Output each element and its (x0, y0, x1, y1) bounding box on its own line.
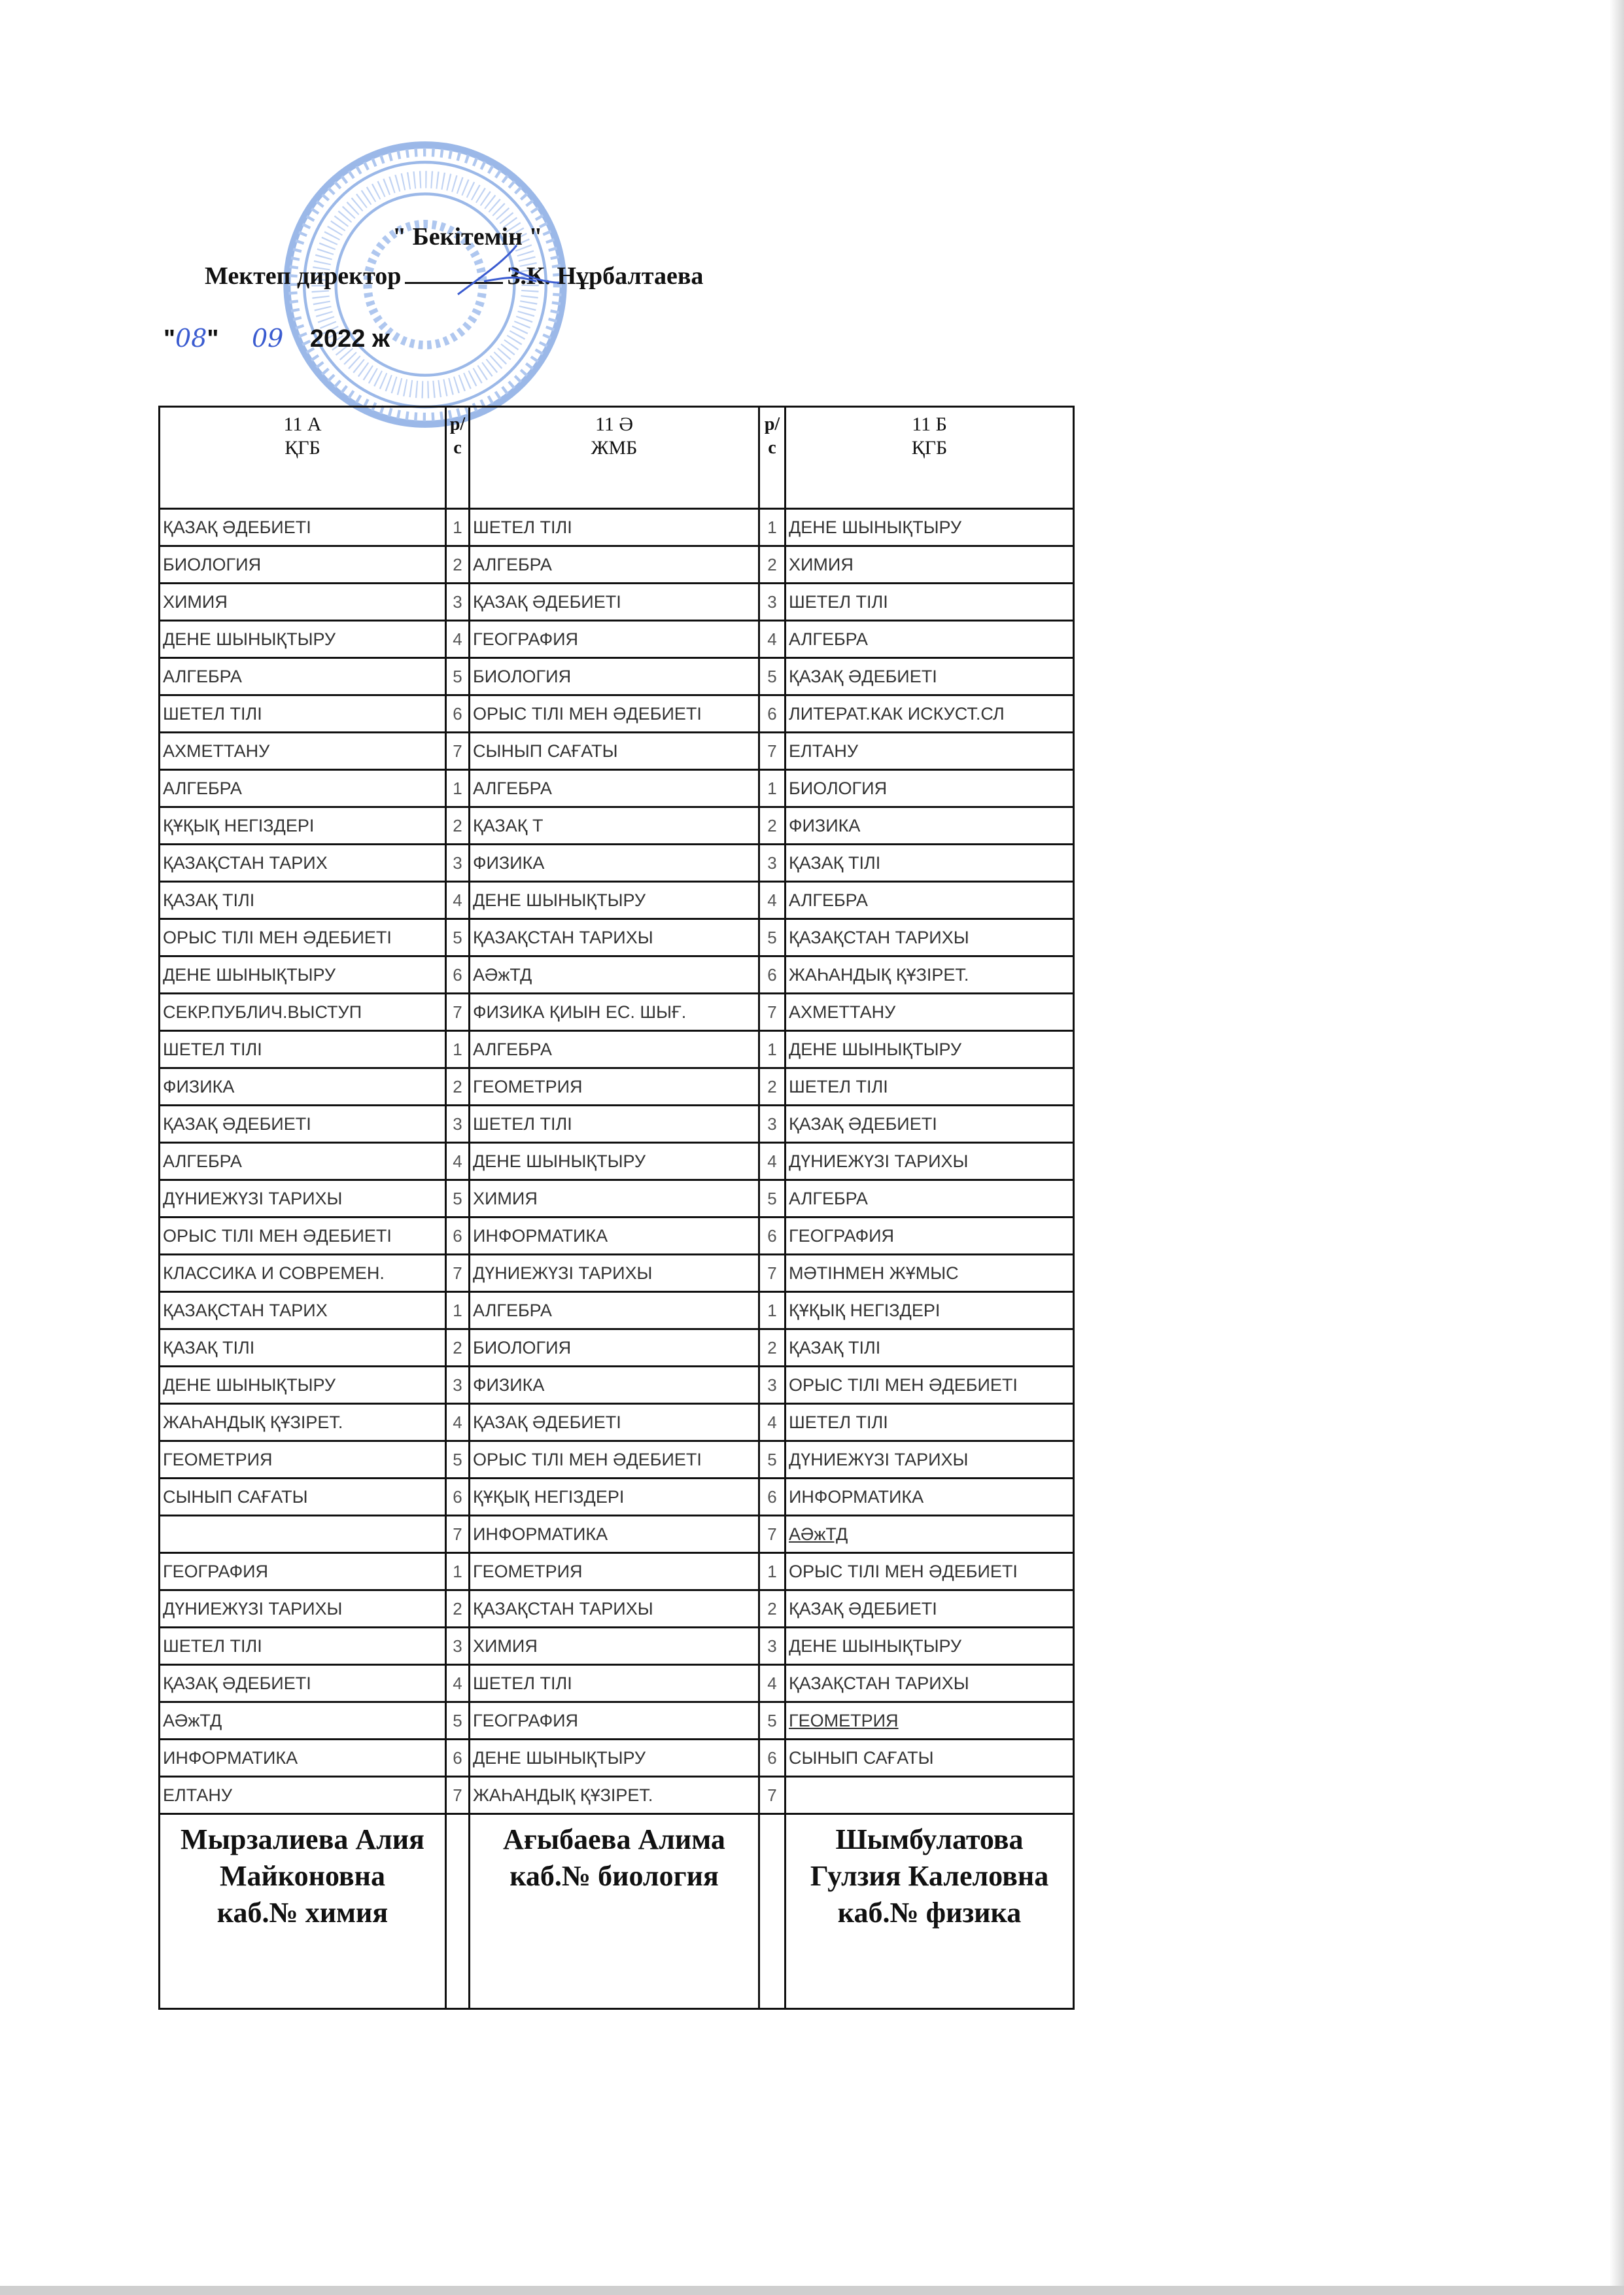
lesson-number: 6 (759, 1479, 786, 1516)
subject-11ae: АЛГЕБРА (470, 546, 759, 584)
class-teacher (786, 1814, 1074, 2009)
lesson-number: 2 (446, 546, 470, 584)
teacher-line: Шымбулатова (835, 1823, 1024, 1855)
subject-11a: ҚАЗАҚ ТІЛІ (160, 882, 446, 919)
table-row (160, 882, 1074, 919)
subject-11b: ОРЫС ТІЛІ МЕН ӘДЕБИЕТІ (786, 1367, 1074, 1404)
lesson-number: 2 (446, 1590, 470, 1628)
table-row (160, 1143, 1074, 1180)
subject-11a (160, 1516, 446, 1553)
lesson-number: 2 (759, 1068, 786, 1106)
header-class-11a (160, 407, 446, 509)
lesson-number: 4 (759, 1404, 786, 1441)
lesson-number: 4 (446, 1665, 470, 1702)
table-row (160, 1404, 1074, 1441)
header-class-11ae (470, 407, 759, 509)
subject-11b (786, 1777, 1074, 1814)
lesson-number: 1 (759, 509, 786, 546)
class-teacher (160, 1814, 446, 2009)
date-month: 09 (251, 324, 284, 353)
subject-11a: АЛГЕБРА (160, 770, 446, 807)
subject-11b: ШЕТЕЛ ТІЛІ (786, 1068, 1074, 1106)
empty-cell (759, 1814, 786, 2009)
table-row (160, 1255, 1074, 1292)
lesson-number: 6 (446, 1218, 470, 1255)
subject-11b: АХМЕТТАНУ (786, 994, 1074, 1031)
lesson-number: 1 (446, 1292, 470, 1329)
lesson-number: 4 (446, 1143, 470, 1180)
lesson-number: 7 (446, 1777, 470, 1814)
lesson-number: 2 (446, 1068, 470, 1106)
table-row (160, 1106, 1074, 1143)
lesson-number: 1 (446, 1553, 470, 1590)
teacher-line: Майконовна (219, 1860, 386, 1892)
scan-edge-bottom (0, 2286, 1624, 2295)
subject-11b: СЫНЫП САҒАТЫ (786, 1740, 1074, 1777)
table-row (160, 1479, 1074, 1516)
subject-11ae: ДЕНЕ ШЫНЫҚТЫРУ (470, 882, 759, 919)
subject-11b: АЛГЕБРА (786, 882, 1074, 919)
subject-11ae: СЫНЫП САҒАТЫ (470, 733, 759, 770)
lesson-number: 1 (446, 1031, 470, 1068)
subject-11a: ФИЗИКА (160, 1068, 446, 1106)
subject-11ae: ХИМИЯ (470, 1628, 759, 1665)
teacher-line: каб.№ физика (837, 1897, 1022, 1929)
lesson-number: 4 (759, 1143, 786, 1180)
table-row (160, 1740, 1074, 1777)
table-row (160, 584, 1074, 621)
subject-11ae: ГЕОГРАФИЯ (470, 1702, 759, 1740)
subject-11ae: ҚАЗАҚСТАН ТАРИХЫ (470, 919, 759, 956)
lesson-number: 5 (759, 1702, 786, 1740)
subject-11a: ҚАЗАҚ ӘДЕБИЕТІ (160, 509, 446, 546)
subject-11b: ХИМИЯ (786, 546, 1074, 584)
lesson-number: 7 (759, 994, 786, 1031)
lesson-number: 2 (446, 807, 470, 845)
subject-11b: ДҮНИЕЖҮЗІ ТАРИХЫ (786, 1143, 1074, 1180)
subject-11b: ШЕТЕЛ ТІЛІ (786, 584, 1074, 621)
lesson-number: 6 (446, 956, 470, 994)
subject-11a: ОРЫС ТІЛІ МЕН ӘДЕБИЕТІ (160, 1218, 446, 1255)
table-row (160, 1665, 1074, 1702)
table-row (160, 1068, 1074, 1106)
subject-11a: ҚАЗАҚСТАН ТАРИХ (160, 1292, 446, 1329)
teacher-line: каб.№ химия (216, 1897, 389, 1929)
lesson-number: 7 (446, 994, 470, 1031)
lesson-number: 4 (446, 882, 470, 919)
subject-11b: АЛГЕБРА (786, 1180, 1074, 1218)
subject-11ae: ҚҰҚЫҚ НЕГІЗДЕРІ (470, 1479, 759, 1516)
lesson-number: 5 (759, 919, 786, 956)
subject-11ae: БИОЛОГИЯ (470, 658, 759, 695)
subject-11ae: ИНФОРМАТИКА (470, 1218, 759, 1255)
scan-edge-right (1610, 0, 1624, 2295)
director-label: Мектеп директор (205, 262, 402, 290)
lesson-number: 7 (446, 733, 470, 770)
lesson-number: 5 (446, 658, 470, 695)
table-row (160, 1590, 1074, 1628)
schedule-table (158, 406, 1075, 2010)
subject-11a: АХМЕТТАНУ (160, 733, 446, 770)
subject-11b: МӘТІНМЕН ЖҰМЫС (786, 1255, 1074, 1292)
lesson-number: 1 (759, 1553, 786, 1590)
table-row (160, 956, 1074, 994)
subject-11ae: БИОЛОГИЯ (470, 1329, 759, 1367)
subject-11b: ИНФОРМАТИКА (786, 1479, 1074, 1516)
subject-11a: ХИМИЯ (160, 584, 446, 621)
header-lesson-number (759, 407, 786, 509)
lesson-number: 6 (759, 1740, 786, 1777)
subject-11b: БИОЛОГИЯ (786, 770, 1074, 807)
subject-11a: ҚҰҚЫҚ НЕГІЗДЕРІ (160, 807, 446, 845)
lesson-number: 5 (446, 1702, 470, 1740)
subject-11ae: ГЕОГРАФИЯ (470, 621, 759, 658)
lesson-number: 3 (446, 1367, 470, 1404)
lesson-number: 5 (759, 658, 786, 695)
subject-11a: ҚАЗАҚ ӘДЕБИЕТІ (160, 1665, 446, 1702)
subject-11a: БИОЛОГИЯ (160, 546, 446, 584)
subject-11b: ДЕНЕ ШЫНЫҚТЫРУ (786, 1628, 1074, 1665)
lesson-number: 3 (446, 1106, 470, 1143)
table-row (160, 845, 1074, 882)
subject-11b: ЛИТЕРАТ.КАК ИСКУСТ.СЛ (786, 695, 1074, 733)
lesson-number-label: р/с (764, 414, 780, 458)
table-row (160, 1218, 1074, 1255)
subject-11a: СЫНЫП САҒАТЫ (160, 1479, 446, 1516)
lesson-number: 4 (759, 621, 786, 658)
subject-11ae: ГЕОМЕТРИЯ (470, 1553, 759, 1590)
subject-11a: ЕЛТАНУ (160, 1777, 446, 1814)
subject-text: АӘжТД (789, 1524, 848, 1544)
subject-11ae: ДҮНИЕЖҮЗІ ТАРИХЫ (470, 1255, 759, 1292)
subject-11a: ҚАЗАҚ ТІЛІ (160, 1329, 446, 1367)
subject-11a: ҚАЗАҚ ӘДЕБИЕТІ (160, 1106, 446, 1143)
lesson-number: 6 (759, 695, 786, 733)
table-row (160, 919, 1074, 956)
subject-11b: ҚАЗАҚ ТІЛІ (786, 1329, 1074, 1367)
subject-11b: ҚҰҚЫҚ НЕГІЗДЕРІ (786, 1292, 1074, 1329)
class-type: ҚГБ (285, 437, 320, 459)
subject-11a: ДҮНИЕЖҮЗІ ТАРИХЫ (160, 1180, 446, 1218)
signature-icon (445, 242, 562, 301)
table-row (160, 1702, 1074, 1740)
subject-11ae: ОРЫС ТІЛІ МЕН ӘДЕБИЕТІ (470, 695, 759, 733)
subject-11a: ДЕНЕ ШЫНЫҚТЫРУ (160, 956, 446, 994)
subject-11ae: ШЕТЕЛ ТІЛІ (470, 1106, 759, 1143)
subject-11b: ҚАЗАҚСТАН ТАРИХЫ (786, 1665, 1074, 1702)
subject-11b: ҚАЗАҚСТАН ТАРИХЫ (786, 919, 1074, 956)
lesson-number: 2 (759, 546, 786, 584)
lesson-number: 7 (759, 1516, 786, 1553)
lesson-number: 4 (446, 1404, 470, 1441)
teachers-row (160, 1814, 1074, 2009)
subject-11a: АӘжТД (160, 1702, 446, 1740)
lesson-number: 7 (446, 1516, 470, 1553)
lesson-number: 7 (759, 733, 786, 770)
subject-11a: ШЕТЕЛ ТІЛІ (160, 1628, 446, 1665)
subject-11b: ҚАЗАҚ ӘДЕБИЕТІ (786, 1590, 1074, 1628)
table-row (160, 509, 1074, 546)
subject-11b: ЕЛТАНУ (786, 733, 1074, 770)
subject-11b (786, 1702, 1074, 1740)
lesson-number: 3 (759, 584, 786, 621)
subject-11ae: ҚАЗАҚ Т (470, 807, 759, 845)
subject-11ae: ДЕНЕ ШЫНЫҚТЫРУ (470, 1740, 759, 1777)
subject-11a: ОРЫС ТІЛІ МЕН ӘДЕБИЕТІ (160, 919, 446, 956)
table-row (160, 1516, 1074, 1553)
table-row (160, 695, 1074, 733)
teacher-line: каб.№ биология (510, 1860, 719, 1892)
class-type: ҚГБ (911, 437, 948, 459)
header-lesson-number (446, 407, 470, 509)
lesson-number: 3 (446, 845, 470, 882)
table-row (160, 807, 1074, 845)
lesson-number: 3 (759, 1367, 786, 1404)
lesson-number: 4 (446, 621, 470, 658)
subject-11ae: АӘжТД (470, 956, 759, 994)
subject-text: ГЕОМЕТРИЯ (789, 1710, 899, 1730)
subject-11a: ДЕНЕ ШЫНЫҚТЫРУ (160, 621, 446, 658)
lesson-number: 1 (446, 770, 470, 807)
subject-11a: ДЕНЕ ШЫНЫҚТЫРУ (160, 1367, 446, 1404)
approval-date: "08" 09 2022 ж (164, 324, 390, 353)
table-row (160, 733, 1074, 770)
lesson-number: 2 (446, 1329, 470, 1367)
subject-11ae: ГЕОМЕТРИЯ (470, 1068, 759, 1106)
subject-11a: ГЕОГРАФИЯ (160, 1553, 446, 1590)
subject-11ae: ИНФОРМАТИКА (470, 1516, 759, 1553)
subject-11b: ДЕНЕ ШЫНЫҚТЫРУ (786, 509, 1074, 546)
subject-11a: ШЕТЕЛ ТІЛІ (160, 695, 446, 733)
subject-11b: ҚАЗАҚ ӘДЕБИЕТІ (786, 1106, 1074, 1143)
director-name: З.К. Нұрбалтаева (507, 262, 704, 290)
lesson-number: 5 (446, 1441, 470, 1479)
teacher-line: Гулзия Калеловна (810, 1860, 1049, 1892)
subject-11b: ДҮНИЕЖҮЗІ ТАРИХЫ (786, 1441, 1074, 1479)
lesson-number: 6 (759, 1218, 786, 1255)
class-teacher (470, 1814, 759, 2009)
lesson-number: 5 (446, 919, 470, 956)
subject-11a: ИНФОРМАТИКА (160, 1740, 446, 1777)
subject-11ae: АЛГЕБРА (470, 770, 759, 807)
subject-11b: ҚАЗАҚ ӘДЕБИЕТІ (786, 658, 1074, 695)
subject-11a: АЛГЕБРА (160, 658, 446, 695)
lesson-number: 5 (759, 1180, 786, 1218)
lesson-number: 2 (759, 1329, 786, 1367)
table-row (160, 1628, 1074, 1665)
lesson-number: 7 (759, 1777, 786, 1814)
subject-11a: ДҮНИЕЖҮЗІ ТАРИХЫ (160, 1590, 446, 1628)
lesson-number: 1 (759, 1031, 786, 1068)
subject-11b: ШЕТЕЛ ТІЛІ (786, 1404, 1074, 1441)
lesson-number: 3 (446, 584, 470, 621)
subject-11ae: ОРЫС ТІЛІ МЕН ӘДЕБИЕТІ (470, 1441, 759, 1479)
lesson-number: 3 (759, 845, 786, 882)
lesson-number: 5 (759, 1441, 786, 1479)
subject-11ae: АЛГЕБРА (470, 1292, 759, 1329)
lesson-number-label: р/с (449, 414, 466, 458)
subject-11ae: ҚАЗАҚ ӘДЕБИЕТІ (470, 1404, 759, 1441)
subject-11ae: ЖАҺАНДЫҚ ҚҰЗІРЕТ. (470, 1777, 759, 1814)
subject-11a: СЕКР.ПУБЛИЧ.ВЫСТУП (160, 994, 446, 1031)
subject-11b: ГЕОГРАФИЯ (786, 1218, 1074, 1255)
subject-11b: ОРЫС ТІЛІ МЕН ӘДЕБИЕТІ (786, 1553, 1074, 1590)
table-row (160, 994, 1074, 1031)
subject-11ae: ШЕТЕЛ ТІЛІ (470, 509, 759, 546)
subject-11ae: ХИМИЯ (470, 1180, 759, 1218)
table-row (160, 1031, 1074, 1068)
table-row (160, 1292, 1074, 1329)
subject-11a: КЛАССИКА И СОВРЕМЕН. (160, 1255, 446, 1292)
table-row (160, 621, 1074, 658)
subject-11ae: ФИЗИКА (470, 1367, 759, 1404)
table-row (160, 1441, 1074, 1479)
date-year: 2022 ж (309, 325, 390, 353)
subject-11b: ҚАЗАҚ ТІЛІ (786, 845, 1074, 882)
subject-11ae: ҚАЗАҚСТАН ТАРИХЫ (470, 1590, 759, 1628)
lesson-number: 1 (446, 509, 470, 546)
lesson-number: 6 (446, 1740, 470, 1777)
lesson-number: 6 (446, 695, 470, 733)
lesson-number: 6 (759, 956, 786, 994)
table-row (160, 1180, 1074, 1218)
subject-11ae: ШЕТЕЛ ТІЛІ (470, 1665, 759, 1702)
empty-cell (446, 1814, 470, 2009)
lesson-number: 2 (759, 1590, 786, 1628)
subject-11a: ЖАҺАНДЫҚ ҚҰЗІРЕТ. (160, 1404, 446, 1441)
subject-11b (786, 1516, 1074, 1553)
subject-11b: ДЕНЕ ШЫНЫҚТЫРУ (786, 1031, 1074, 1068)
lesson-number: 7 (759, 1255, 786, 1292)
lesson-number: 4 (759, 1665, 786, 1702)
date-day: 08 (175, 324, 207, 353)
subject-11a: АЛГЕБРА (160, 1143, 446, 1180)
subject-11ae: ДЕНЕ ШЫНЫҚТЫРУ (470, 1143, 759, 1180)
lesson-number: 7 (446, 1255, 470, 1292)
subject-11a: ГЕОМЕТРИЯ (160, 1441, 446, 1479)
subject-11ae: ФИЗИКА (470, 845, 759, 882)
lesson-number: 6 (446, 1479, 470, 1516)
table-row (160, 1553, 1074, 1590)
table-header-row (160, 407, 1074, 509)
subject-11b: АЛГЕБРА (786, 621, 1074, 658)
lesson-number: 1 (759, 1292, 786, 1329)
lesson-number: 3 (759, 1628, 786, 1665)
lesson-number: 5 (446, 1180, 470, 1218)
class-name: 11 Б (912, 413, 947, 435)
lesson-number: 3 (446, 1628, 470, 1665)
subject-11a: ШЕТЕЛ ТІЛІ (160, 1031, 446, 1068)
lesson-number: 3 (759, 1106, 786, 1143)
table-row (160, 658, 1074, 695)
subject-11ae: ҚАЗАҚ ӘДЕБИЕТІ (470, 584, 759, 621)
subject-11a: ҚАЗАҚСТАН ТАРИХ (160, 845, 446, 882)
lesson-number: 1 (759, 770, 786, 807)
lesson-number: 2 (759, 807, 786, 845)
header-class-11b (786, 407, 1074, 509)
teacher-line: Мырзалиева Алия (181, 1823, 424, 1855)
class-name: 11 А (283, 413, 322, 435)
subject-11ae: АЛГЕБРА (470, 1031, 759, 1068)
subject-11b: ФИЗИКА (786, 807, 1074, 845)
class-name: 11 Ә (595, 413, 634, 435)
table-row (160, 1329, 1074, 1367)
table-row (160, 1777, 1074, 1814)
table-row (160, 770, 1074, 807)
lesson-number: 4 (759, 882, 786, 919)
approval-heading: " Бекітемін " (392, 223, 543, 251)
subject-11b: ЖАҺАНДЫҚ ҚҰЗІРЕТ. (786, 956, 1074, 994)
class-type: ЖМБ (591, 437, 638, 459)
teacher-line: Ағыбаева Алима (503, 1823, 725, 1855)
subject-11ae: ФИЗИКА ҚИЫН ЕС. ШЫҒ. (470, 994, 759, 1031)
table-row (160, 546, 1074, 584)
table-row (160, 1367, 1074, 1404)
